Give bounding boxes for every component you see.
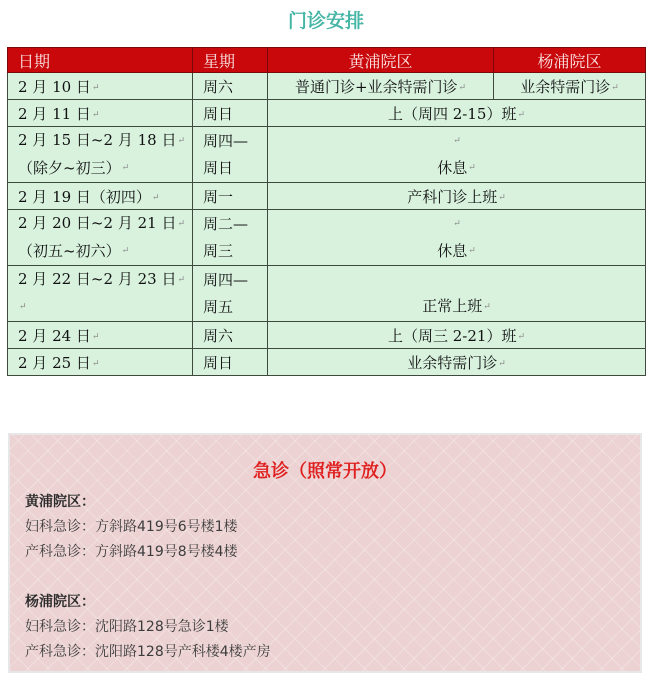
merged-cell: 业余特需门诊↵ (268, 349, 646, 376)
weekday-cell: 周六 (193, 322, 268, 349)
merged-cell: 上（周四 2-15）班↵ (268, 100, 646, 127)
header-yangpu: 杨浦院区 (494, 48, 646, 73)
emergency-title: 急诊（照常开放） (253, 461, 397, 482)
date-cell: 2 月 19 日（初四）↵ (8, 183, 193, 210)
return-mark-icon: ↵ (91, 358, 100, 369)
date-cell: 2 月 24 日↵ (8, 322, 193, 349)
campus-heading-yangpu: 杨浦院区： (25, 594, 95, 610)
table-row (8, 127, 646, 183)
page-title: 门诊安排 (287, 10, 364, 32)
campus-heading-huangpu: 黄浦院区： (25, 494, 95, 510)
return-mark-icon: ↵ (177, 274, 185, 285)
table-row (8, 349, 646, 376)
merged-cell: 产科门诊上班↵ (268, 183, 646, 210)
return-mark-icon: ↵ (177, 135, 185, 146)
table-row (8, 73, 646, 100)
weekday-cell: 周四— 周日 (193, 127, 268, 183)
table-row (8, 322, 646, 349)
merged-cell: ↵ 休息↵ (268, 210, 646, 266)
date-cell: 2 月 10 日↵ (8, 73, 193, 100)
return-mark-icon: ↵ (458, 82, 467, 93)
return-mark-icon: ↵ (468, 163, 476, 173)
return-mark-icon: ↵ (453, 218, 461, 229)
emergency-box (8, 433, 642, 673)
date-cell: 2 月 15 日~2 月 18 日↵ （除夕~初三）↵ (8, 127, 193, 183)
table-row (8, 100, 646, 127)
return-mark-icon: ↵ (177, 218, 185, 229)
header-date: 日期 (8, 48, 193, 73)
table-row (8, 210, 646, 266)
date-cell: 2 月 22 日~2 月 23 日↵ ↵ (8, 266, 193, 322)
return-mark-icon: ↵ (151, 192, 160, 203)
emergency-address: 妇科急诊：沈阳路128号急诊1楼 (25, 619, 229, 635)
merged-cell: 上（周三 2-21）班↵ (268, 322, 646, 349)
return-mark-icon: ↵ (121, 163, 130, 173)
emergency-address: 产科急诊：方斜路419号8号楼4楼 (25, 544, 238, 560)
return-mark-icon: ↵ (468, 246, 476, 256)
return-mark-icon: ↵ (91, 331, 100, 342)
header-huangpu: 黄浦院区 (268, 48, 494, 73)
date-cell: 2 月 25 日↵ (8, 349, 193, 376)
yangpu-cell: 业余特需门诊↵ (494, 73, 646, 100)
return-mark-icon: ↵ (517, 331, 525, 342)
weekday-cell: 周六 (193, 73, 268, 100)
return-mark-icon: ↵ (91, 82, 100, 93)
emergency-address: 妇科急诊：方斜路419号6号楼1楼 (25, 519, 238, 535)
table-row (8, 266, 646, 322)
table-row (8, 183, 646, 210)
huangpu-cell: 普通门诊+业余特需门诊↵ (268, 73, 494, 100)
return-mark-icon: ↵ (498, 192, 506, 203)
return-mark-icon: ↵ (517, 109, 525, 120)
date-cell: 2 月 11 日↵ (8, 100, 193, 127)
table-header-row (8, 48, 646, 73)
emergency-address: 产科急诊：沈阳路128号产科楼4楼产房 (25, 644, 271, 660)
header-weekday: 星期 (193, 48, 268, 73)
weekday-cell: 周一 (193, 183, 268, 210)
return-mark-icon: ↵ (453, 135, 461, 146)
return-mark-icon: ↵ (91, 109, 100, 120)
schedule-table (7, 47, 646, 376)
merged-cell: 正常上班↵ (268, 266, 646, 322)
return-mark-icon: ↵ (121, 246, 130, 256)
weekday-cell: 周二— 周三 (193, 210, 268, 266)
weekday-cell: 周四— 周五 (193, 266, 268, 322)
weekday-cell: 周日 (193, 100, 268, 127)
return-mark-icon: ↵ (611, 82, 619, 93)
date-cell: 2 月 20 日~2 月 21 日↵ （初五~初六）↵ (8, 210, 193, 266)
return-mark-icon: ↵ (19, 302, 27, 312)
merged-cell: ↵ 休息↵ (268, 127, 646, 183)
return-mark-icon: ↵ (483, 301, 491, 312)
return-mark-icon: ↵ (498, 358, 506, 369)
weekday-cell: 周日 (193, 349, 268, 376)
